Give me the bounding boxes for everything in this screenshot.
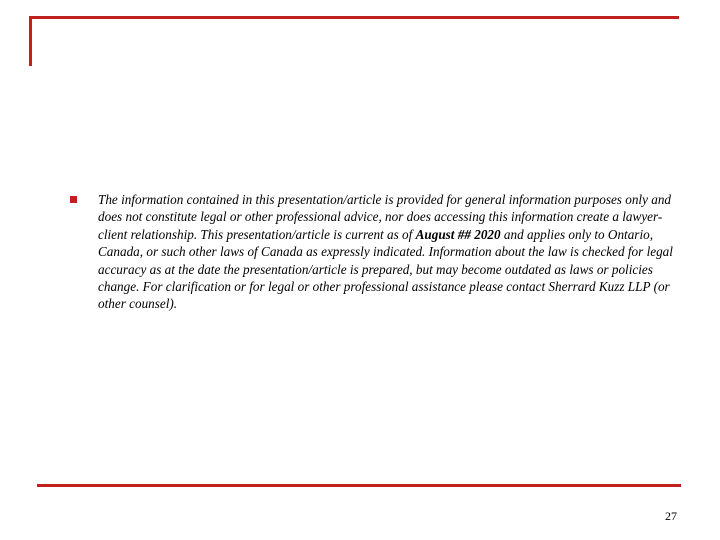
disclaimer-text-after: and applies only to Ontario, Canada, or such other laws of Canada as expressly indicated. Information about the law is checked for legal accuracy as at the date the presentation/article is prepared, but may become outdated as laws or policies change. For clarification or for legal or other professional assistance please contact Sherrard Kuzz LLP (or other counsel). bbox=[98, 226, 673, 312]
disclaimer-text-before: The information contained in this presentation/article is provided for general information purposes only and does not constitute legal or other professional advice, nor does accessing this information create a lawyer-client relationship. This presentation/article is current as of bbox=[98, 192, 672, 242]
disclaimer-date: August ## 2020 bbox=[415, 226, 501, 242]
square-bullet-icon bbox=[70, 196, 77, 203]
left-border-line bbox=[29, 16, 32, 66]
page-number: 27 bbox=[665, 509, 677, 523]
disclaimer-text bbox=[98, 191, 680, 313]
bottom-border-line bbox=[37, 484, 681, 487]
top-border-line bbox=[29, 16, 679, 19]
